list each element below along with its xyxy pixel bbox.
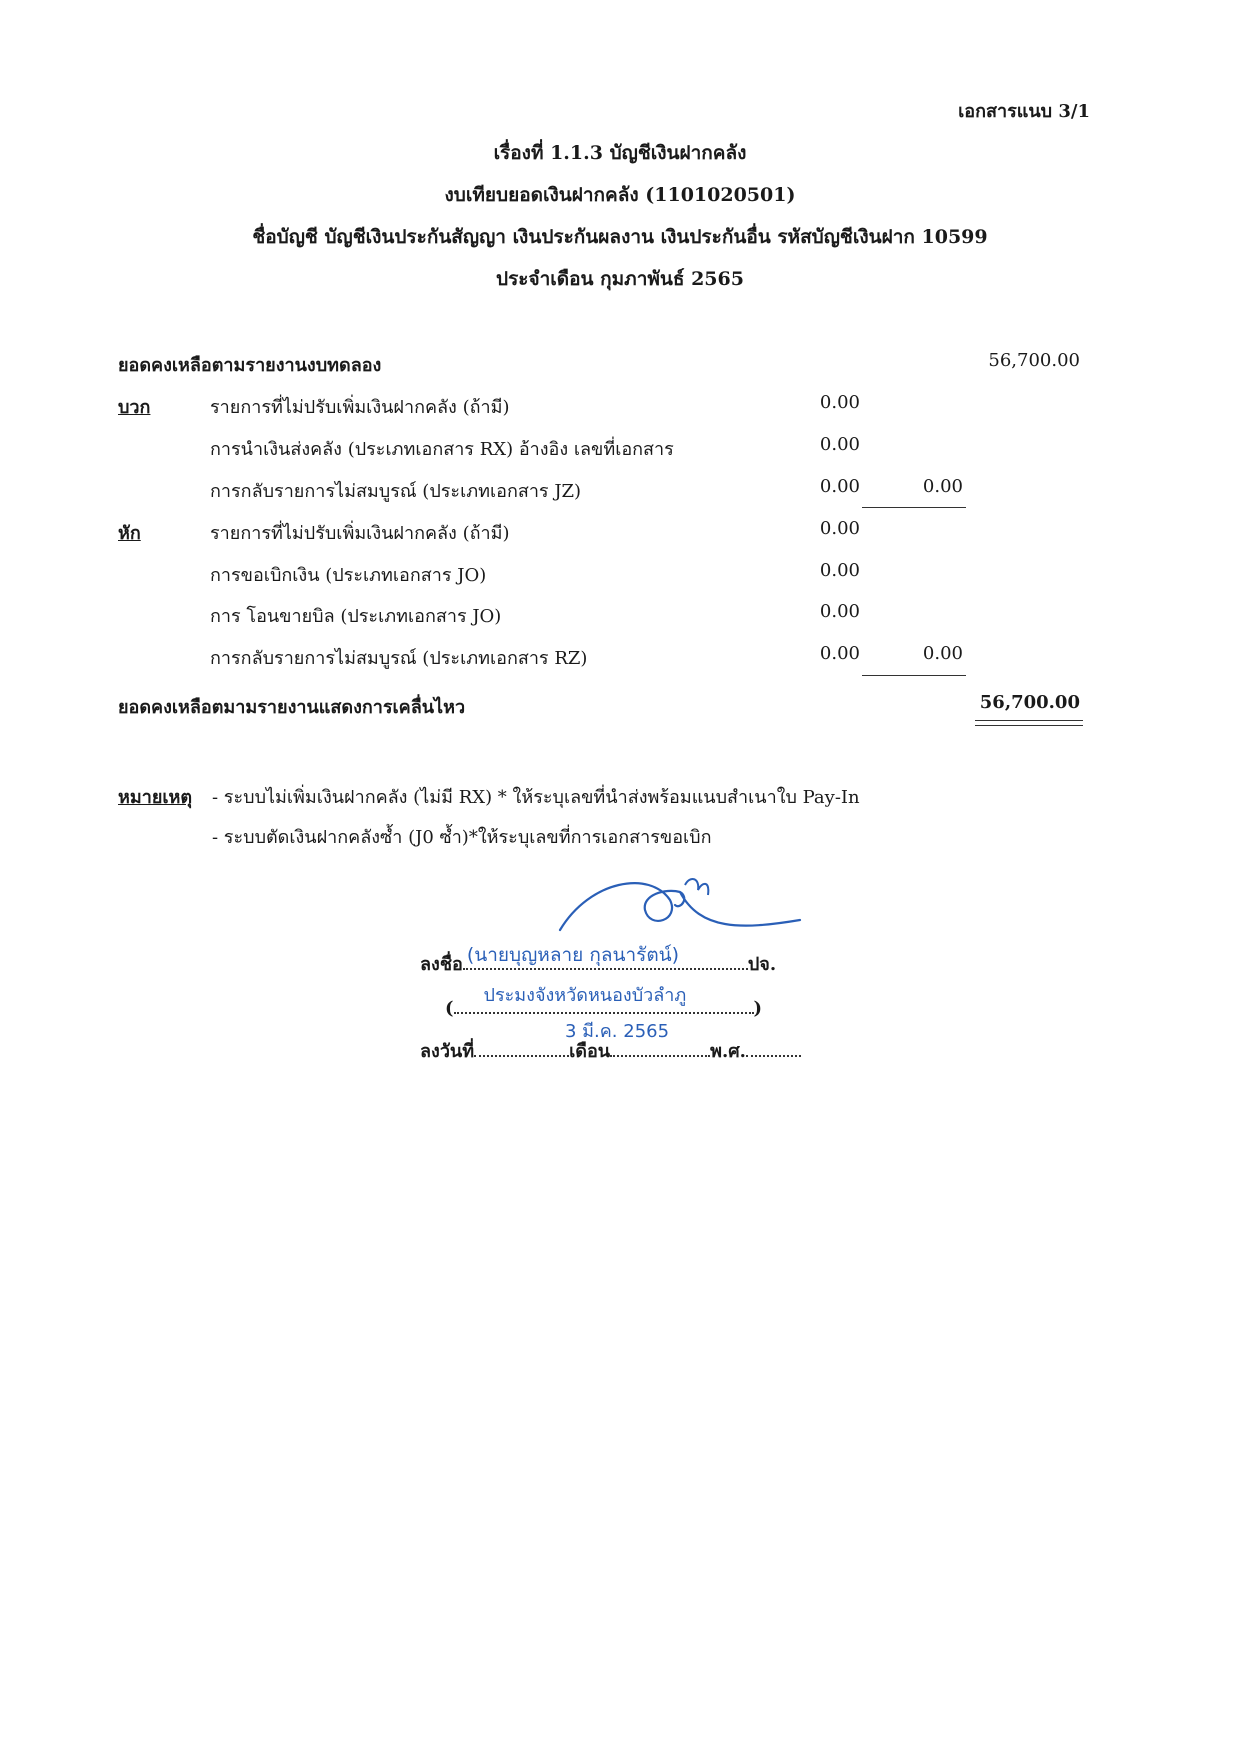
less-row-2-desc: การขอเบิกเงิน (ประเภทเอกสาร JO)	[210, 565, 487, 586]
less-row-1-desc: รายการที่ไม่ปรับเพิ่มเงินฝากคลัง (ถ้ามี)	[210, 523, 510, 544]
remarks-label: หมายเหตุ	[118, 787, 193, 808]
year-field	[746, 1055, 801, 1057]
closing-double-rule-top	[975, 720, 1083, 721]
sign-line	[420, 944, 777, 978]
month-label: เดือน	[569, 1041, 611, 1062]
remarks-line-1: - ระบบไม่เพิ่มเงินฝากคลัง (ไม่มี RX) * ให้ระบุเลขที่นำส่งพร้อมแนบสำเนาใบ Pay-In	[212, 787, 860, 808]
document-subject: เรื่องที่ 1.1.3 บัญชีเงินฝากคลัง	[493, 142, 747, 164]
add-row-3-amount: 0.00	[819, 476, 860, 497]
add-row-2-desc: การนำเงินส่งคลัง (ประเภทเอกสาร RX) อ้างอิง เลขที่เอกสาร	[210, 439, 674, 460]
attachment-label: เอกสารแนบ 3/1	[958, 101, 1090, 122]
signer-position-handwritten: ประมงจังหวัดหนองบัวลำภู	[483, 985, 687, 1006]
signer-name-handwritten: (นายบุญหลาย กุลนารัตน์)	[466, 944, 680, 966]
less-row-3-amount: 0.00	[819, 601, 860, 622]
day-field	[474, 1055, 569, 1057]
sign-name-field	[463, 944, 748, 970]
less-row-4-desc: การกลับรายการไม่สมบูรณ์ (ประเภทเอกสาร RZ)	[210, 648, 588, 669]
opening-balance-amount: 56,700.00	[988, 350, 1080, 371]
sign-date-handwritten: 3 มี.ค. 2565	[565, 1021, 670, 1042]
account-name-line: ชื่อบัญชี บัญชีเงินประกันสัญญา เงินประกันผลงาน เงินประกันอื่น รหัสบัญชีเงินฝาก 10599	[252, 226, 988, 248]
less-subtotal-rule	[862, 675, 966, 676]
opening-balance-label: ยอดคงเหลือตามรายงานงบทดลอง	[118, 355, 382, 376]
add-row-1-amount: 0.00	[819, 392, 860, 413]
position-line	[445, 985, 763, 1019]
less-row-2-amount: 0.00	[819, 560, 860, 581]
closing-double-rule-bottom	[975, 725, 1083, 726]
position-abbrev: ปจ.	[747, 954, 777, 975]
add-section-label: บวก	[118, 397, 151, 418]
sign-prefix: ลงชื่อ	[420, 954, 463, 975]
paren-close: )	[753, 998, 763, 1019]
document-title: งบเทียบยอดเงินฝากคลัง (1101020501)	[444, 184, 796, 206]
closing-balance-label: ยอดคงเหลือตมามรายงานแสดงการเคลื่นไหว	[118, 697, 466, 718]
less-row-1-amount: 0.00	[819, 518, 860, 539]
add-row-3-desc: การกลับรายการไม่สมบูรณ์ (ประเภทเอกสาร JZ)	[210, 481, 582, 502]
closing-balance-amount: 56,700.00	[979, 692, 1080, 713]
less-row-4-amount: 0.00	[819, 643, 860, 664]
add-subtotal-rule	[862, 507, 966, 508]
paren-open: (	[445, 998, 454, 1019]
remarks-line-2: - ระบบตัดเงินฝากคลังซ้ำ (J0 ซ้ำ)*ให้ระบุเลขที่การเอกสารขอเบิก	[212, 827, 712, 848]
date-prefix: ลงวันที่	[420, 1041, 475, 1062]
add-subtotal-amount: 0.00	[922, 476, 963, 497]
month-field	[610, 1055, 710, 1057]
report-period: ประจำเดือน กุมภาพันธ์ 2565	[496, 268, 744, 290]
add-row-1-desc: รายการที่ไม่ปรับเพิ่มเงินฝากคลัง (ถ้ามี)	[210, 397, 510, 418]
less-subtotal-amount: 0.00	[922, 643, 963, 664]
add-row-2-amount: 0.00	[819, 434, 860, 455]
date-line	[420, 1036, 801, 1065]
position-field	[454, 985, 754, 1014]
less-row-3-desc: การ โอนขายบิล (ประเภทเอกสาร JO)	[210, 606, 502, 627]
year-label: พ.ศ.	[710, 1041, 746, 1062]
less-section-label: หัก	[118, 523, 141, 544]
